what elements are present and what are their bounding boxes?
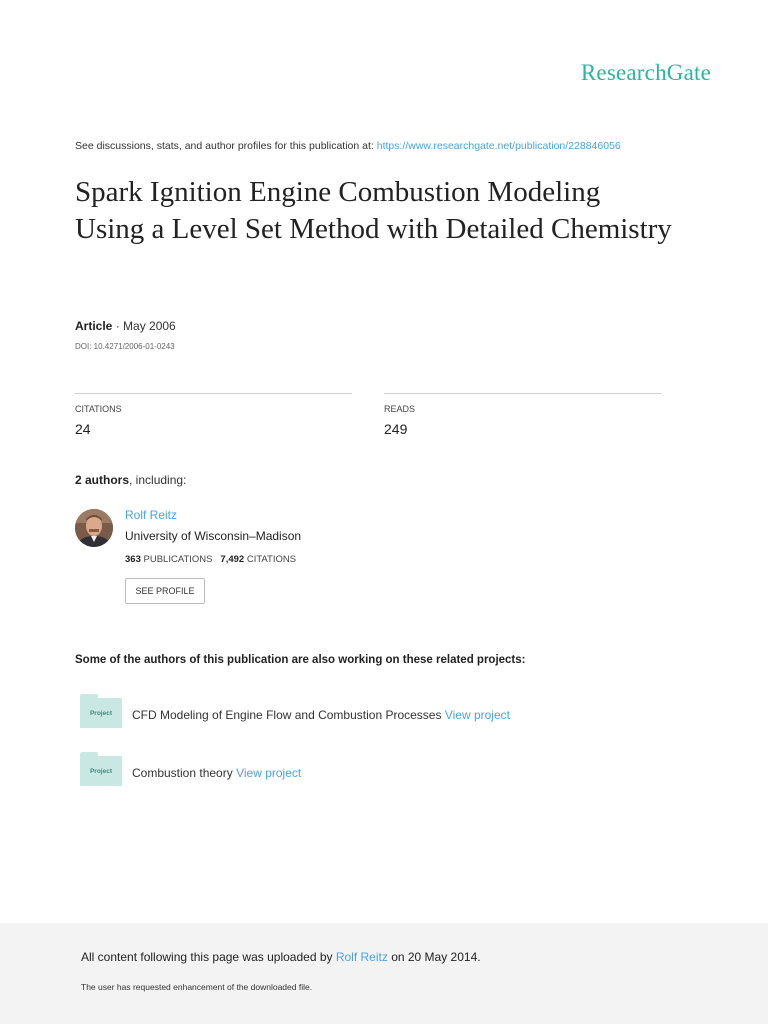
author-citations-label: CITATIONS xyxy=(246,554,297,565)
author-stats xyxy=(125,554,296,565)
publication-meta xyxy=(75,319,176,333)
author-photo-icon xyxy=(75,509,113,547)
authors-suffix: , including: xyxy=(129,473,187,487)
publication-date: · May 2006 xyxy=(112,319,176,333)
project-icon-label: Project xyxy=(80,698,122,728)
author-avatar[interactable] xyxy=(75,509,113,547)
footer-panel xyxy=(0,923,768,1024)
publication-type: Article xyxy=(75,319,113,333)
publication-url-link[interactable]: https://www.researchgate.net/publication/228846056 xyxy=(376,140,621,152)
reads-label: READS xyxy=(384,404,416,414)
discussion-prefix: See discussions, stats, and author profiles for this publication at: xyxy=(75,140,377,152)
project-name: CFD Modeling of Engine Flow and Combustion Processes xyxy=(132,708,442,722)
project-icon-label: Project xyxy=(80,756,122,786)
authors-heading xyxy=(75,473,186,487)
author-name-link[interactable]: Rolf Reitz xyxy=(125,508,178,522)
publication-title: Spark Ignition Engine Combustion Modeling Using a Level Set Method with Detailed Chemistry xyxy=(75,176,672,245)
discussion-line xyxy=(75,140,621,152)
project-name: Combustion theory xyxy=(132,766,233,780)
researchgate-logo[interactable]: ResearchGate xyxy=(580,60,711,85)
authors-count: 2 authors xyxy=(75,473,130,487)
project-folder-icon xyxy=(80,752,122,786)
citations-label: CITATIONS xyxy=(75,404,122,414)
author-citations-count: 7,492 xyxy=(220,554,245,565)
citations-divider xyxy=(75,393,352,394)
upload-suffix: on 20 May 2014. xyxy=(387,950,481,964)
view-project-link[interactable]: View project xyxy=(444,708,510,722)
author-institution: University of Wisconsin–Madison xyxy=(125,529,302,543)
project-item xyxy=(132,708,510,722)
project-folder-icon xyxy=(80,694,122,728)
reads-divider xyxy=(384,393,661,394)
publication-doi: DOI: 10.4271/2006-01-0243 xyxy=(75,342,175,351)
author-publications-count: 363 xyxy=(125,554,141,565)
author-publications-label: PUBLICATIONS xyxy=(143,554,213,565)
upload-notice xyxy=(81,950,481,964)
project-item xyxy=(132,766,301,780)
reads-value: 249 xyxy=(384,421,408,437)
uploader-link[interactable]: Rolf Reitz xyxy=(335,950,388,964)
view-project-link[interactable]: View project xyxy=(236,766,302,780)
projects-heading: Some of the authors of this publication are also working on these related projects: xyxy=(75,654,526,666)
see-profile-button[interactable]: SEE PROFILE xyxy=(125,578,205,604)
citations-value: 24 xyxy=(75,421,91,437)
upload-prefix: All content following this page was uploaded by xyxy=(81,950,336,964)
enhancement-note: The user has requested enhancement of the downloaded file. xyxy=(81,982,313,992)
